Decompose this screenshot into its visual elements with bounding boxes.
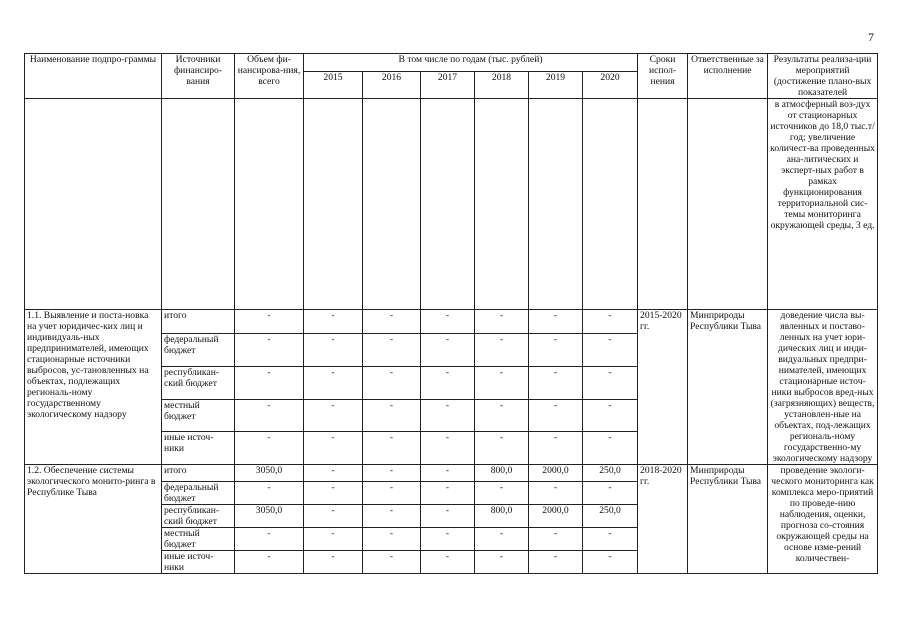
funding-year-value: - bbox=[529, 399, 583, 432]
funding-source: итого bbox=[162, 310, 235, 334]
funding-year-value: - bbox=[475, 528, 529, 551]
funding-year-value: - bbox=[363, 551, 421, 574]
funding-year-value: - bbox=[529, 366, 583, 399]
funding-total: 3050,0 bbox=[235, 505, 304, 528]
funding-year-value: - bbox=[583, 334, 638, 367]
funding-source: республикан-ский бюджет bbox=[162, 366, 235, 399]
header-responsible: Ответственные за исполнение bbox=[688, 54, 768, 99]
funding-year-value: - bbox=[363, 366, 421, 399]
funding-year-value: - bbox=[363, 432, 421, 465]
funding-year-value: - bbox=[583, 528, 638, 551]
funding-year-value: - bbox=[304, 366, 363, 399]
funding-year-value: - bbox=[363, 505, 421, 528]
funding-source: итого bbox=[162, 465, 235, 482]
funding-year-value: - bbox=[583, 432, 638, 465]
funding-year-value: - bbox=[583, 310, 638, 334]
funding-source: иные источ-ники bbox=[162, 551, 235, 574]
funding-year-value: - bbox=[421, 399, 475, 432]
section-terms: 2015-2020 гг. bbox=[638, 310, 688, 465]
funding-year-value: - bbox=[304, 551, 363, 574]
funding-year-value: - bbox=[363, 465, 421, 482]
header-year: 2018 bbox=[475, 72, 529, 99]
funding-year-value: 800,0 bbox=[475, 465, 529, 482]
funding-year-value: - bbox=[304, 482, 363, 505]
section-name: 1.1. Выявление и поста-новка на учет юридичес-ких лиц и индивидуаль-ных предпринимателей, имеющих стационарные источники выбросов, ус-тановленных на объектах, подлежащих региональ-ному государственному экологическому надзору bbox=[25, 310, 162, 465]
header-results: Результаты реализа-ции мероприятий (достижение плано-вых показателей bbox=[768, 54, 878, 99]
section-result: доведение числа вы-явленных и поставо-ленных на учет юри-дических лиц и инди-видуальных предпри-нимателей, имеющих стационарные источ-ники выбросов вред-ных (загрязняющих) веществ, установлен-ные на объектах, под-лежащих региональ-ному государственно-му экологическому надзору bbox=[768, 310, 878, 465]
header-year: 2016 bbox=[363, 72, 421, 99]
funding-year-value: - bbox=[583, 482, 638, 505]
continued-row bbox=[25, 99, 878, 310]
header-year: 2020 bbox=[583, 72, 638, 99]
subprogram-table bbox=[24, 53, 878, 574]
funding-year-value: - bbox=[475, 399, 529, 432]
header-volume: Объем фи-нансирова-ния, всего bbox=[235, 54, 304, 99]
header-year: 2019 bbox=[529, 72, 583, 99]
funding-year-value: - bbox=[304, 505, 363, 528]
funding-year-value: - bbox=[421, 432, 475, 465]
funding-source: местный бюджет bbox=[162, 399, 235, 432]
table-row bbox=[25, 465, 878, 482]
funding-source: федеральный бюджет bbox=[162, 482, 235, 505]
funding-year-value: - bbox=[304, 465, 363, 482]
funding-source: иные источ-ники bbox=[162, 432, 235, 465]
funding-year-value: - bbox=[363, 399, 421, 432]
funding-total: - bbox=[235, 551, 304, 574]
funding-year-value: - bbox=[529, 432, 583, 465]
funding-year-value: - bbox=[421, 482, 475, 505]
funding-total: - bbox=[235, 432, 304, 465]
funding-year-value: - bbox=[304, 399, 363, 432]
header-year: 2015 bbox=[304, 72, 363, 99]
funding-year-value: - bbox=[475, 482, 529, 505]
section-terms: 2018-2020 гг. bbox=[638, 465, 688, 574]
funding-year-value: - bbox=[529, 551, 583, 574]
funding-total: - bbox=[235, 528, 304, 551]
funding-year-value: 250,0 bbox=[583, 505, 638, 528]
header-terms: Сроки испол-нения bbox=[638, 54, 688, 99]
funding-year-value: - bbox=[421, 528, 475, 551]
funding-year-value: - bbox=[421, 505, 475, 528]
funding-total: - bbox=[235, 310, 304, 334]
table-row bbox=[25, 310, 878, 334]
funding-year-value: - bbox=[583, 399, 638, 432]
funding-year-value: - bbox=[421, 366, 475, 399]
header-by-years: В том числе по годам (тыс. рублей) bbox=[304, 54, 638, 72]
funding-year-value: - bbox=[363, 482, 421, 505]
funding-year-value: 2000,0 bbox=[529, 465, 583, 482]
funding-year-value: - bbox=[475, 432, 529, 465]
page-number: 7 bbox=[868, 30, 874, 44]
funding-year-value: - bbox=[475, 366, 529, 399]
funding-year-value: - bbox=[363, 310, 421, 334]
funding-year-value: - bbox=[475, 334, 529, 367]
funding-year-value: 800,0 bbox=[475, 505, 529, 528]
funding-total: - bbox=[235, 482, 304, 505]
funding-year-value: - bbox=[421, 465, 475, 482]
funding-total: - bbox=[235, 399, 304, 432]
funding-year-value: - bbox=[529, 528, 583, 551]
funding-total: - bbox=[235, 334, 304, 367]
funding-year-value: - bbox=[475, 310, 529, 334]
section-responsible: Минприроды Республики Тыва bbox=[688, 465, 768, 574]
funding-total: 3050,0 bbox=[235, 465, 304, 482]
funding-year-value: 2000,0 bbox=[529, 505, 583, 528]
funding-year-value: - bbox=[583, 551, 638, 574]
funding-year-value: - bbox=[421, 334, 475, 367]
funding-year-value: - bbox=[529, 482, 583, 505]
funding-year-value: - bbox=[304, 334, 363, 367]
header-name: Наименование подпро-граммы bbox=[25, 54, 162, 99]
funding-year-value: - bbox=[421, 310, 475, 334]
funding-year-value: - bbox=[421, 551, 475, 574]
funding-year-value: - bbox=[363, 528, 421, 551]
funding-year-value: - bbox=[363, 334, 421, 367]
header-year: 2017 bbox=[421, 72, 475, 99]
funding-year-value: - bbox=[304, 528, 363, 551]
funding-year-value: 250,0 bbox=[583, 465, 638, 482]
funding-year-value: - bbox=[475, 551, 529, 574]
funding-source: республикан-ский бюджет bbox=[162, 505, 235, 528]
funding-year-value: - bbox=[529, 334, 583, 367]
header-row-1 bbox=[25, 54, 878, 72]
funding-total: - bbox=[235, 366, 304, 399]
funding-year-value: - bbox=[529, 310, 583, 334]
section-responsible: Минприроды Республики Тыва bbox=[688, 310, 768, 465]
funding-year-value: - bbox=[304, 310, 363, 334]
section-name: 1.2. Обеспечение системы экологического монито-ринга в Республике Тыва bbox=[25, 465, 162, 574]
continued-result: в атмосферный воз-дух от стационарных источников до 18,0 тыс.т/год; увеличение количест-ва проведенных ана-литических и эксперт-ных работ в рамках функционирования территориальной сис-темы мониторинга окружающей среды, 3 ед. bbox=[768, 99, 878, 310]
funding-source: федеральный бюджет bbox=[162, 334, 235, 367]
funding-year-value: - bbox=[304, 432, 363, 465]
funding-source: местный бюджет bbox=[162, 528, 235, 551]
header-sources: Источники финансиро-вания bbox=[162, 54, 235, 99]
funding-year-value: - bbox=[583, 366, 638, 399]
section-result: проведение экологи-ческого мониторинга как комплекса меро-приятий по проведе-нию наблюдения, оценки, прогноза со-стояния окружающей среды на основе изме-рений количествен- bbox=[768, 465, 878, 574]
